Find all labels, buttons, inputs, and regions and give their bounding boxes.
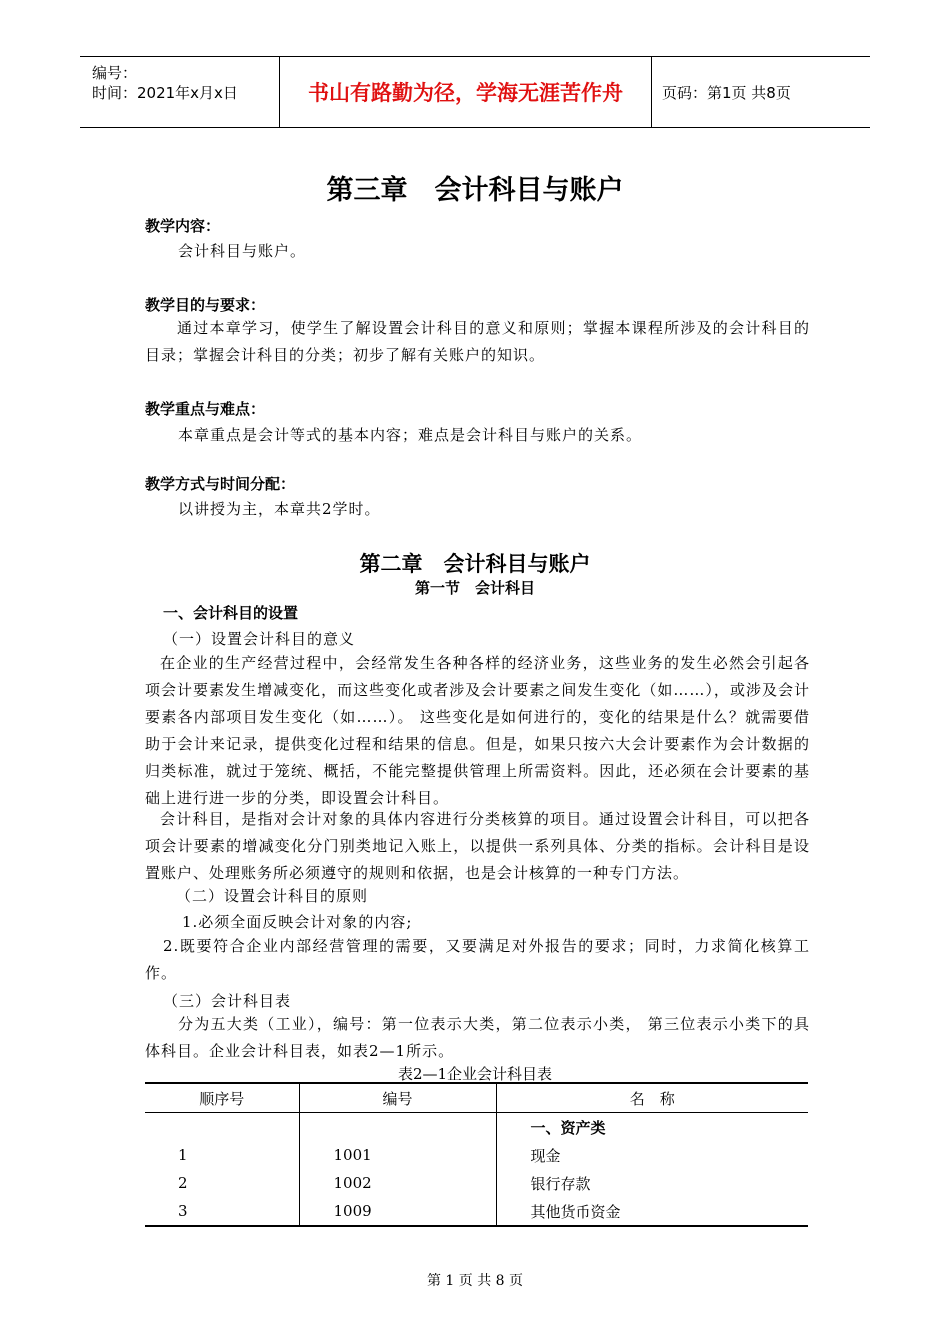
table-caption: 表2—1企业会计科目表 xyxy=(397,1065,553,1083)
category-label: 一、资产类 xyxy=(496,1113,808,1142)
header-code: 编号 xyxy=(299,1083,496,1113)
section1-title: 第一节 会计科目 xyxy=(414,579,535,597)
header-meta xyxy=(80,57,280,127)
section-heading-method: 教学方式与时间分配： xyxy=(145,475,296,493)
table-row xyxy=(145,1141,808,1169)
principle-1: 1.必须全面反映会计对象的内容; xyxy=(182,913,413,931)
subsection-setup-title: 一、会计科目的设置 xyxy=(163,604,299,622)
document-time-label: 时间：2021年x月x日 xyxy=(92,84,238,102)
row-seq: 2 xyxy=(178,1174,188,1192)
row-code: 1001 xyxy=(299,1141,496,1169)
header-seq: 顺序号 xyxy=(145,1083,299,1113)
section-heading-content: 教学内容： xyxy=(145,217,221,235)
header-motto: 书山有路勤为径，学海无涯苦作舟 xyxy=(280,57,652,127)
row-code: 1009 xyxy=(299,1197,496,1226)
section-heading-keypoints: 教学重点与难点： xyxy=(145,400,266,418)
row-name: 其他货币资金 xyxy=(496,1197,808,1226)
item-principles-title: （二）设置会计科目的原则 xyxy=(176,887,369,905)
account-table xyxy=(145,1082,808,1227)
document-number-label: 编号： xyxy=(92,64,138,82)
section-body-method: 以讲授为主，本章共2学时。 xyxy=(178,500,381,518)
row-name: 银行存款 xyxy=(496,1169,808,1197)
row-seq: 1 xyxy=(178,1146,188,1164)
row-name: 现金 xyxy=(496,1141,808,1169)
paragraph-definition: 会计科目，是指对会计对象的具体内容进行分类核算的项目。通过设置会计科目，可以把各项会计要素的增减变化分门别类地记入账上，以提供一系列具体、分类的指标。会计科目是设置账户、处理账务所必须遵守的规则和依据，也是会计核算的一种专门方法。 xyxy=(145,810,810,882)
section-body-keypoints: 本章重点是会计等式的基本内容；难点是会计科目与账户的关系。 xyxy=(178,426,643,444)
page-header xyxy=(80,56,870,128)
row-code: 1002 xyxy=(299,1169,496,1197)
paragraph-table-intro: 分为五大类（工业），编号：第一位表示大类，第二位表示小类， 第三位表示小类下的具体科目。企业会计科目表，如表2—1所示。 xyxy=(145,1015,810,1060)
section-body-content: 会计科目与账户。 xyxy=(178,242,307,260)
table-header-row xyxy=(145,1083,808,1113)
principle-2: 2.既要符合企业内部经营管理的需要，又要满足对外报告的要求；同时，力求简化核算工作。 xyxy=(145,937,810,982)
section-heading-goals: 教学目的与要求： xyxy=(145,296,266,314)
chapter-title: 第三章 会计科目与账户 xyxy=(326,175,624,206)
table-row xyxy=(145,1169,808,1197)
item-meaning-title: （一）设置会计科目的意义 xyxy=(163,630,356,648)
chapter2-title: 第二章 会计科目与账户 xyxy=(359,551,591,576)
table-category-row xyxy=(145,1113,808,1142)
header-name: 名 称 xyxy=(496,1083,808,1113)
section-body-goals: 通过本章学习，使学生了解设置会计科目的意义和原则；掌握本课程所涉及的会计科目的目录；掌握会计科目的分类；初步了解有关账户的知识。 xyxy=(145,319,810,364)
row-seq: 3 xyxy=(145,1197,299,1226)
paragraph-meaning: 在企业的生产经营过程中，会经常发生各种各样的经济业务，这些业务的发生必然会引起各项会计要素发生增减变化，而这些变化或者涉及会计要素之间发生变化（如……），或涉及会计要素各内部项目发生变化（如……）。 这些变化是如何进行的，变化的结果是什么？就需要借助于会计来记录，提供变化过程和结果的信息。但是，如果只按六大会计要素作为会计数据的归类标准，就过于笼统、概括，不能完整提供管理上所需资料。因此，还必须在会计要素的基础上进行进一步的分类，即设置会计科目。 xyxy=(145,654,810,807)
page-footer: 第 1 页 共 8 页 xyxy=(426,1273,524,1289)
table-row xyxy=(145,1197,808,1226)
item-table-title: （三）会计科目表 xyxy=(163,992,292,1010)
header-page-info: 页码：第1页 共8页 xyxy=(662,83,791,102)
